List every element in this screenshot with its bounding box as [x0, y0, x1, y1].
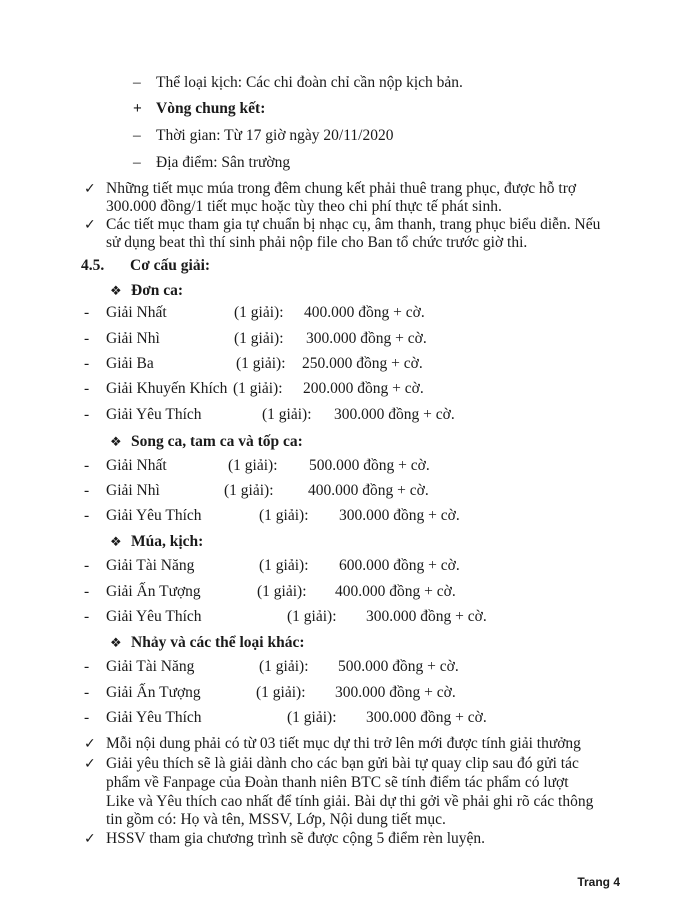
prize-amount: 300.000 đồng + cờ.: [339, 507, 460, 524]
text-line: Các tiết mục tham gia tự chuẩn bị nhạc cụ, âm thanh, trang phục biểu diễn. Nếu: [106, 216, 601, 233]
prize-count: (1 giải):: [287, 608, 337, 625]
prize-row: [0, 329, 700, 349]
prize-count: (1 giải):: [262, 406, 312, 423]
prize-name: Giải Ba: [106, 355, 154, 372]
text-line: Giải yêu thích sẽ là giải dành cho các bạn gửi bài tự quay clip sau đó gửi tác: [106, 755, 579, 772]
prize-name: Giải Khuyến Khích: [106, 380, 228, 397]
prize-row: [0, 683, 700, 703]
prize-amount: 400.000 đồng + cờ.: [335, 583, 456, 600]
prize-count: (1 giải):: [287, 709, 337, 726]
page-number: Trang 4: [577, 875, 620, 889]
diamond-icon: ❖: [110, 535, 122, 550]
prize-row: [0, 657, 700, 677]
checkmark-icon: ✓: [84, 181, 96, 197]
dash-bullet: –: [133, 154, 141, 171]
dash-bullet: -: [84, 557, 90, 574]
prize-count: (1 giải):: [224, 482, 274, 499]
text-line: tin gồm có: Họ và tên, MSSV, Lớp, Nội dung tiết mục.: [106, 811, 446, 828]
checkmark-icon: ✓: [84, 831, 96, 847]
prize-name: Giải Nhì: [106, 330, 160, 347]
diamond-icon: ❖: [110, 636, 122, 651]
prize-amount: 400.000 đồng + cờ.: [304, 304, 425, 321]
dash-bullet: -: [84, 608, 90, 625]
text-line: Mỗi nội dung phải có từ 03 tiết mục dự thi trở lên mới được tính giải thưởng: [106, 735, 581, 752]
dash-bullet: -: [84, 684, 90, 701]
text-line: Like và Yêu thích cao nhất để tính giải. Bài dự thi gởi về phải ghi rõ các thông: [106, 793, 594, 810]
group-title: Song ca, tam ca và tốp ca:: [131, 433, 303, 450]
prize-amount: 600.000 đồng + cờ.: [339, 557, 460, 574]
prize-count: (1 giải):: [257, 583, 307, 600]
group-title: Múa, kịch:: [131, 533, 204, 550]
group-title: Đơn ca:: [131, 282, 184, 299]
prize-name: Giải Yêu Thích: [106, 406, 202, 423]
prize-count: (1 giải):: [236, 355, 286, 372]
prize-name: Giải Ấn Tượng: [106, 684, 201, 701]
prize-row: [0, 456, 700, 476]
text-line: Những tiết mục múa trong đêm chung kết phải thuê trang phục, được hỗ trợ: [106, 180, 577, 197]
dash-bullet: –: [133, 74, 141, 91]
prize-count: (1 giải):: [259, 507, 309, 524]
dash-bullet: -: [84, 304, 90, 321]
prize-name: Giải Ấn Tượng: [106, 583, 201, 600]
dash-bullet: -: [84, 709, 90, 726]
prize-row: [0, 607, 700, 627]
prize-row: [0, 582, 700, 602]
prize-row: [0, 506, 700, 526]
subheading: Vòng chung kết:: [156, 100, 266, 117]
dash-bullet: -: [84, 380, 90, 397]
dash-bullet: -: [84, 355, 90, 372]
prize-count: (1 giải):: [228, 457, 278, 474]
dash-bullet: -: [84, 482, 90, 499]
prize-amount: 300.000 đồng + cờ.: [366, 608, 487, 625]
text-line: Thể loại kịch: Các chi đoàn chỉ cần nộp kịch bản.: [156, 74, 463, 91]
text-line: sử dụng beat thì thí sinh phải nộp file cho Ban tổ chức trước giờ thi.: [106, 234, 528, 251]
prize-name: Giải Nhất: [106, 457, 167, 474]
text-line: HSSV tham gia chương trình sẽ được cộng 5 điểm rèn luyện.: [106, 830, 486, 847]
checkmark-icon: ✓: [84, 736, 96, 752]
group-title: Nhảy và các thể loại khác:: [131, 634, 305, 651]
dash-bullet: -: [84, 658, 90, 675]
plus-bullet: +: [133, 100, 142, 117]
prize-amount: 500.000 đồng + cờ.: [309, 457, 430, 474]
prize-amount: 300.000 đồng + cờ.: [334, 406, 455, 423]
prize-row: [0, 708, 700, 728]
dash-bullet: -: [84, 457, 90, 474]
prize-row: [0, 303, 700, 323]
prize-name: Giải Nhất: [106, 304, 167, 321]
prize-name: Giải Yêu Thích: [106, 507, 202, 524]
prize-count: (1 giải):: [234, 304, 284, 321]
diamond-icon: ❖: [110, 284, 122, 299]
section-title: Cơ cấu giải:: [130, 257, 211, 274]
prize-amount: 400.000 đồng + cờ.: [308, 482, 429, 499]
prize-row: [0, 481, 700, 501]
text-line: phẩm về Fanpage của Đoàn thanh niên BTC sẽ tính điểm tác phẩm có lượt: [106, 774, 569, 791]
checkmark-icon: ✓: [84, 756, 96, 772]
prize-name: Giải Yêu Thích: [106, 608, 202, 625]
diamond-icon: ❖: [110, 435, 122, 450]
dash-bullet: -: [84, 330, 90, 347]
prize-amount: 500.000 đồng + cờ.: [338, 658, 459, 675]
prize-row: [0, 354, 700, 374]
prize-count: (1 giải):: [234, 330, 284, 347]
dash-bullet: –: [133, 127, 141, 144]
prize-name: Giải Nhì: [106, 482, 160, 499]
dash-bullet: -: [84, 406, 90, 423]
prize-count: (1 giải):: [259, 557, 309, 574]
prize-name: Giải Tài Năng: [106, 658, 195, 675]
prize-amount: 300.000 đồng + cờ.: [306, 330, 427, 347]
text-line: Địa điểm: Sân trường: [156, 154, 291, 171]
prize-amount: 300.000 đồng + cờ.: [366, 709, 487, 726]
prize-row: [0, 556, 700, 576]
prize-row: [0, 405, 700, 425]
prize-row: [0, 379, 700, 399]
prize-name: Giải Yêu Thích: [106, 709, 202, 726]
prize-amount: 250.000 đồng + cờ.: [302, 355, 423, 372]
prize-name: Giải Tài Năng: [106, 557, 195, 574]
prize-amount: 200.000 đồng + cờ.: [303, 380, 424, 397]
text-line: 300.000 đồng/1 tiết mục hoặc tùy theo chi phí thực tế phát sinh.: [106, 198, 502, 215]
prize-count: (1 giải):: [259, 658, 309, 675]
checkmark-icon: ✓: [84, 217, 96, 233]
prize-count: (1 giải):: [233, 380, 283, 397]
prize-count: (1 giải):: [256, 684, 306, 701]
text-line: Thời gian: Từ 17 giờ ngày 20/11/2020: [156, 127, 394, 144]
section-number: 4.5.: [81, 257, 105, 274]
prize-amount: 300.000 đồng + cờ.: [335, 684, 456, 701]
dash-bullet: -: [84, 507, 90, 524]
dash-bullet: -: [84, 583, 90, 600]
